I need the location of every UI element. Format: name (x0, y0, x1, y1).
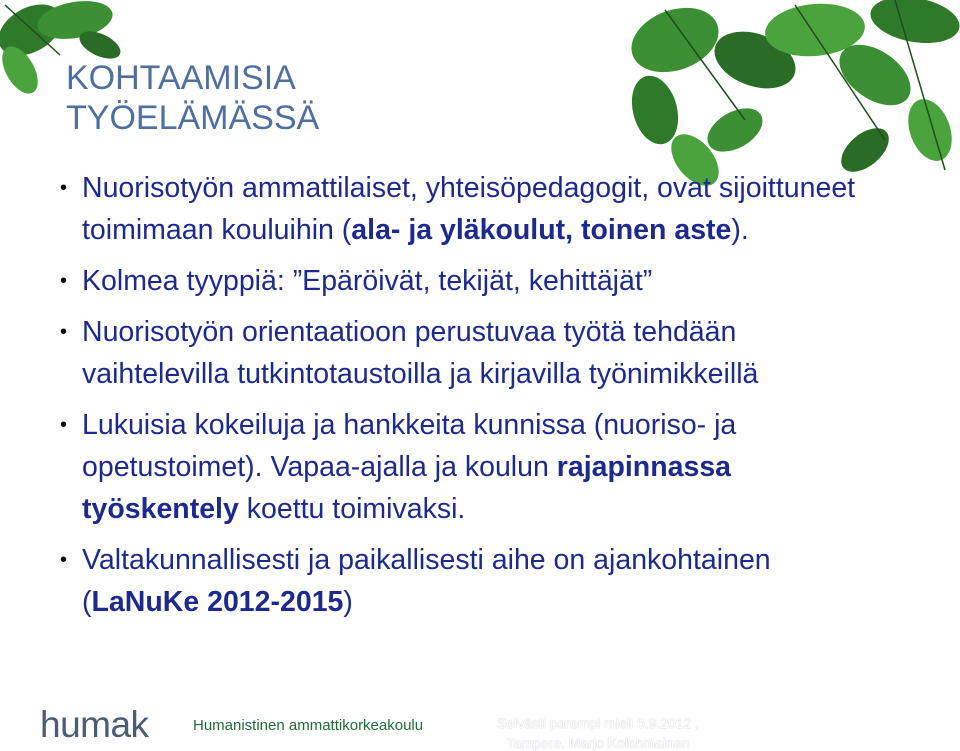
bullet-text: Lukuisia kokeiluja ja hankkeita kunnissa (nuoriso- ja opetustoimet). Vapaa-ajalla ja koulun (82, 409, 737, 483)
bullet-text: ). (731, 214, 749, 246)
bullet-bold-text: rajapinnassa työskentely (82, 451, 732, 525)
bullet-marker: • (60, 321, 68, 343)
bullet-text: Valtakunnallisesti ja paikallisesti aihe on ajankohtainen ( (82, 544, 771, 618)
logo-subtitle: Humanistinen ammattikorkeakoulu (193, 717, 424, 734)
bullet-item (60, 260, 860, 302)
slide-title (66, 58, 319, 138)
bullet-text: Nuorisotyön orientaatioon perustuvaa työtä tehdään vaihtelevilla tutkintotaustoilla ja kirjavilla työnimikkeillä (82, 316, 759, 390)
bullet-item (60, 167, 860, 251)
bullet-text: Nuorisotyön ammattilaiset, yhteisöpedagogit, ovat sijoittuneet toimimaan kouluihin ( (82, 172, 856, 246)
bullet-bold-text: LaNuKe 2012-2015 (91, 586, 344, 618)
bullet-marker: • (60, 177, 68, 199)
bullet-marker: • (60, 549, 68, 571)
title-line-2: TYÖELÄMÄSSÄ (66, 99, 320, 137)
bullet-bold-text: ala- ja yläkoulut, toinen aste (351, 214, 732, 246)
bullet-list (60, 167, 860, 632)
humak-logo (40, 705, 460, 745)
logo-wordmark: humak (40, 704, 149, 745)
bullet-item (60, 404, 860, 530)
footer-note-line-1: Selvästi parempi mieli 5.9.2012 , (496, 715, 700, 731)
bullet-item (60, 311, 860, 395)
bullet-text: koettu toimivaksi. (238, 493, 466, 525)
footer-note (478, 713, 718, 751)
bullet-text: ) (343, 586, 353, 618)
bullet-marker: • (60, 270, 68, 292)
footer-note-line-2: Tampere. Marjo Kolehmainen (506, 735, 690, 751)
title-line-1: KOHTAAMISIA (66, 59, 296, 97)
bullet-item (60, 539, 860, 623)
bullet-marker: • (60, 414, 68, 436)
bullet-text: Kolmea tyyppiä: ”Epäröivät, tekijät, kehittäjät” (82, 265, 653, 297)
